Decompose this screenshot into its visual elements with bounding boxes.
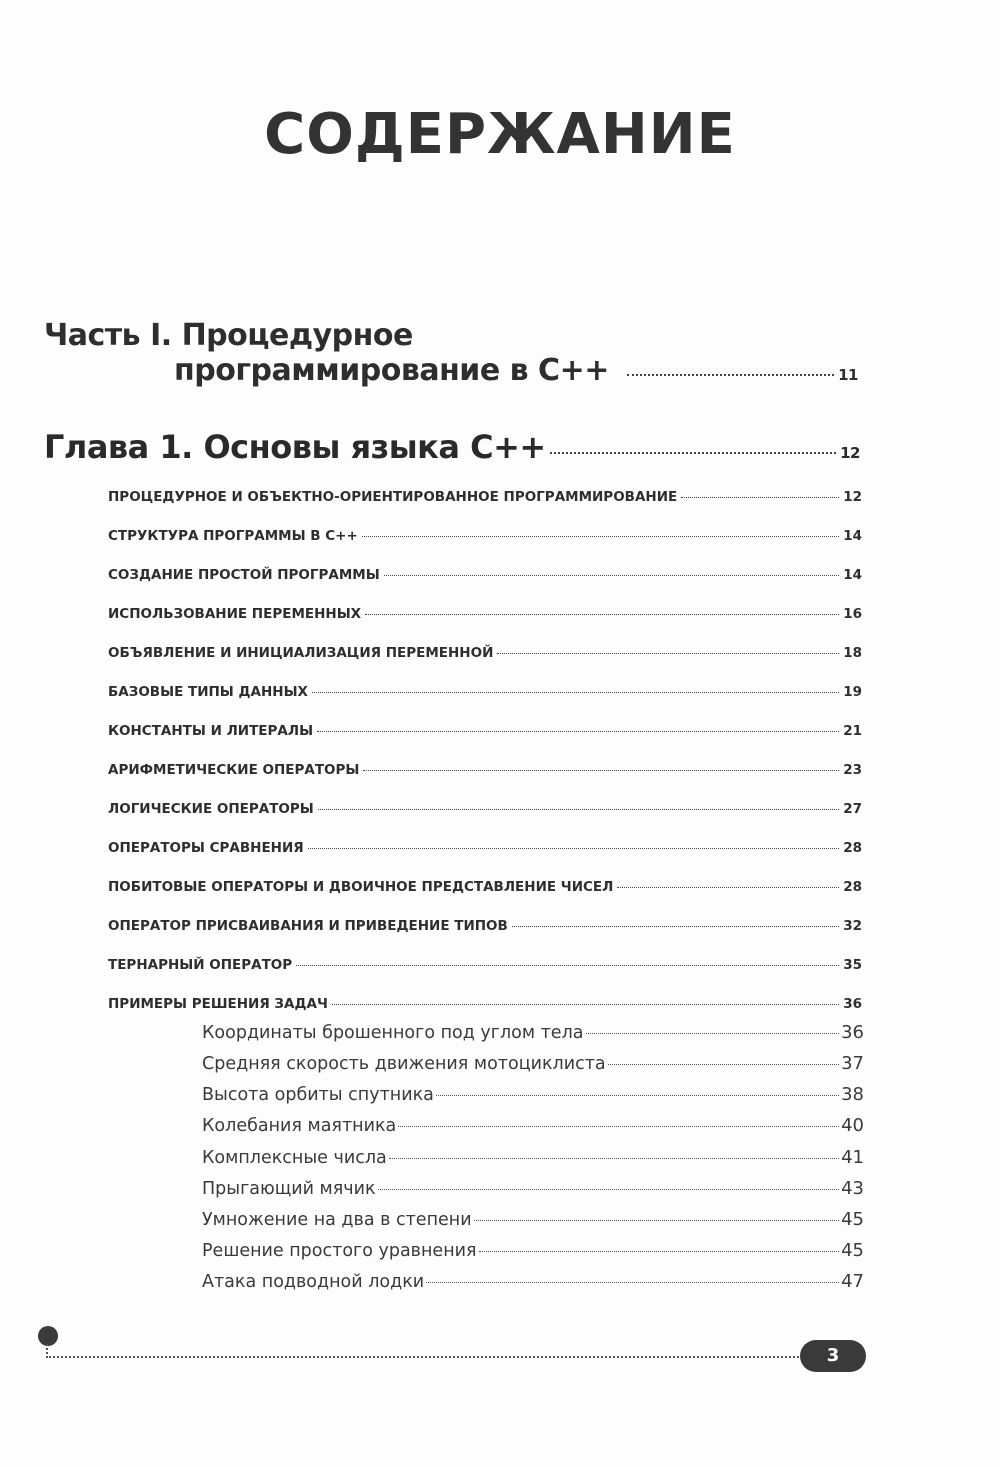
page-number: 36 bbox=[841, 1022, 864, 1043]
toc-section-entry[interactable] bbox=[108, 762, 862, 778]
toc-section-entry[interactable] bbox=[108, 645, 862, 661]
page-number: 28 bbox=[843, 840, 862, 856]
page-number: 38 bbox=[841, 1084, 864, 1105]
toc-section-entry[interactable] bbox=[108, 996, 862, 1012]
page-number: 43 bbox=[841, 1178, 864, 1199]
page-number: 36 bbox=[843, 996, 862, 1012]
part-title-line2: программирование в С++ bbox=[174, 353, 609, 388]
toc-example-entry[interactable] bbox=[202, 1053, 864, 1074]
dot-leader bbox=[365, 614, 839, 615]
section-title: ИСПОЛЬЗОВАНИЕ ПЕРЕМЕННЫХ bbox=[108, 606, 362, 622]
section-title: ОБЪЯВЛЕНИЕ И ИНИЦИАЛИЗАЦИЯ ПЕРЕМЕННОЙ bbox=[108, 645, 494, 661]
toc-example-entry[interactable] bbox=[202, 1084, 864, 1105]
dot-leader bbox=[362, 536, 839, 537]
page-number: 47 bbox=[841, 1271, 864, 1292]
chapter-title: Глава 1. Основы языка С++ bbox=[44, 428, 546, 466]
toc-part-entry[interactable] bbox=[174, 353, 858, 388]
page-number-badge: 3 bbox=[800, 1340, 866, 1372]
toc-section-entry[interactable] bbox=[108, 723, 862, 739]
page-number: 28 bbox=[843, 879, 862, 895]
dot-leader bbox=[308, 848, 840, 849]
page-number: 23 bbox=[843, 762, 862, 778]
page-number: 14 bbox=[843, 528, 862, 544]
example-title: Решение простого уравнения bbox=[202, 1241, 477, 1261]
page-number: 19 bbox=[843, 684, 862, 700]
example-title: Колебания маятника bbox=[202, 1116, 397, 1136]
page-number: 37 bbox=[841, 1053, 864, 1074]
dot-leader bbox=[479, 1251, 840, 1252]
toc-example-entry[interactable] bbox=[202, 1022, 864, 1043]
section-title: ПРОЦЕДУРНОЕ И ОБЪЕКТНО-ОРИЕНТИРОВАННОЕ ПРОГРАММИРОВАНИЕ bbox=[108, 489, 678, 505]
dot-leader bbox=[363, 770, 839, 771]
section-title: ЛОГИЧЕСКИЕ ОПЕРАТОРЫ bbox=[108, 801, 314, 817]
toc-section-entry[interactable] bbox=[108, 918, 862, 934]
dot-leader bbox=[296, 965, 839, 966]
footer-divider bbox=[46, 1356, 806, 1358]
page-title: СОДЕРЖАНИЕ bbox=[264, 102, 736, 167]
toc-section-entry[interactable] bbox=[108, 957, 862, 973]
example-title: Умножение на два в степени bbox=[202, 1210, 472, 1230]
example-title: Комплексные числа bbox=[202, 1148, 387, 1168]
dot-leader bbox=[512, 926, 839, 927]
dot-leader bbox=[608, 1064, 839, 1065]
page-number: 41 bbox=[841, 1147, 864, 1168]
page-number: 11 bbox=[838, 366, 858, 384]
dot-leader bbox=[312, 692, 839, 693]
dot-leader bbox=[627, 374, 834, 376]
page-number: 12 bbox=[843, 489, 862, 505]
toc-example-entry[interactable] bbox=[202, 1271, 864, 1292]
dot-leader bbox=[436, 1095, 839, 1096]
toc-example-entry[interactable] bbox=[202, 1240, 864, 1261]
page-number: 14 bbox=[843, 567, 862, 583]
dot-leader bbox=[317, 731, 839, 732]
section-title: ОПЕРАТОР ПРИСВАИВАНИЯ И ПРИВЕДЕНИЕ ТИПОВ bbox=[108, 918, 508, 934]
footer-bullet-icon bbox=[38, 1326, 58, 1346]
section-title: КОНСТАНТЫ И ЛИТЕРАЛЫ bbox=[108, 723, 314, 739]
toc-section-entry[interactable] bbox=[108, 684, 862, 700]
example-title: Атака подводной лодки bbox=[202, 1272, 425, 1292]
dot-leader bbox=[318, 809, 839, 810]
page-number: 35 bbox=[843, 957, 862, 973]
dot-leader bbox=[384, 575, 840, 576]
page-number: 45 bbox=[841, 1240, 864, 1261]
dot-leader bbox=[497, 653, 839, 654]
toc-section-entry[interactable] bbox=[108, 528, 862, 544]
section-title: ТЕРНАРНЫЙ ОПЕРАТОР bbox=[108, 957, 293, 973]
page-number: 16 bbox=[843, 606, 862, 622]
toc-section-entry[interactable] bbox=[108, 489, 862, 505]
dot-leader bbox=[474, 1220, 839, 1221]
section-title: АРИФМЕТИЧЕСКИЕ ОПЕРАТОРЫ bbox=[108, 762, 360, 778]
toc-chapter-entry[interactable] bbox=[44, 428, 860, 466]
dot-leader bbox=[426, 1282, 839, 1283]
page-number: 21 bbox=[843, 723, 862, 739]
section-title: ПРИМЕРЫ РЕШЕНИЯ ЗАДАЧ bbox=[108, 996, 328, 1012]
section-title: СТРУКТУРА ПРОГРАММЫ В С++ bbox=[108, 528, 358, 544]
dot-leader bbox=[681, 497, 839, 498]
dot-leader bbox=[332, 1004, 839, 1005]
dot-leader bbox=[378, 1189, 840, 1190]
example-title: Средняя скорость движения мотоциклиста bbox=[202, 1054, 606, 1074]
toc-example-entry[interactable] bbox=[202, 1178, 864, 1199]
toc-example-entry[interactable] bbox=[202, 1209, 864, 1230]
page-number: 18 bbox=[843, 645, 862, 661]
toc-section-entry[interactable] bbox=[108, 879, 862, 895]
section-title: БАЗОВЫЕ ТИПЫ ДАННЫХ bbox=[108, 684, 308, 700]
example-title: Прыгающий мячик bbox=[202, 1179, 376, 1199]
page-number: 40 bbox=[841, 1115, 864, 1136]
page-number: 32 bbox=[843, 918, 862, 934]
page-number: 27 bbox=[843, 801, 862, 817]
dot-leader bbox=[398, 1126, 839, 1127]
dot-leader bbox=[617, 887, 839, 888]
section-title: СОЗДАНИЕ ПРОСТОЙ ПРОГРАММЫ bbox=[108, 567, 380, 583]
toc-section-entry[interactable] bbox=[108, 567, 862, 583]
example-title: Координаты брошенного под углом тела bbox=[202, 1023, 584, 1043]
section-title: ОПЕРАТОРЫ СРАВНЕНИЯ bbox=[108, 840, 304, 856]
dot-leader bbox=[389, 1158, 839, 1159]
page-number: 45 bbox=[841, 1209, 864, 1230]
toc-example-entry[interactable] bbox=[202, 1115, 864, 1136]
toc-section-entry[interactable] bbox=[108, 840, 862, 856]
part-title-line1: Часть I. Процедурное bbox=[44, 318, 413, 353]
page-number: 12 bbox=[840, 444, 860, 462]
section-title: ПОБИТОВЫЕ ОПЕРАТОРЫ И ДВОИЧНОЕ ПРЕДСТАВЛЕНИЕ ЧИСЕЛ bbox=[108, 879, 614, 895]
dot-leader bbox=[586, 1033, 840, 1034]
example-title: Высота орбиты спутника bbox=[202, 1085, 434, 1105]
dot-leader bbox=[550, 452, 836, 454]
toc-example-entry[interactable] bbox=[202, 1147, 864, 1168]
toc-section-entry[interactable] bbox=[108, 606, 862, 622]
toc-section-entry[interactable] bbox=[108, 801, 862, 817]
